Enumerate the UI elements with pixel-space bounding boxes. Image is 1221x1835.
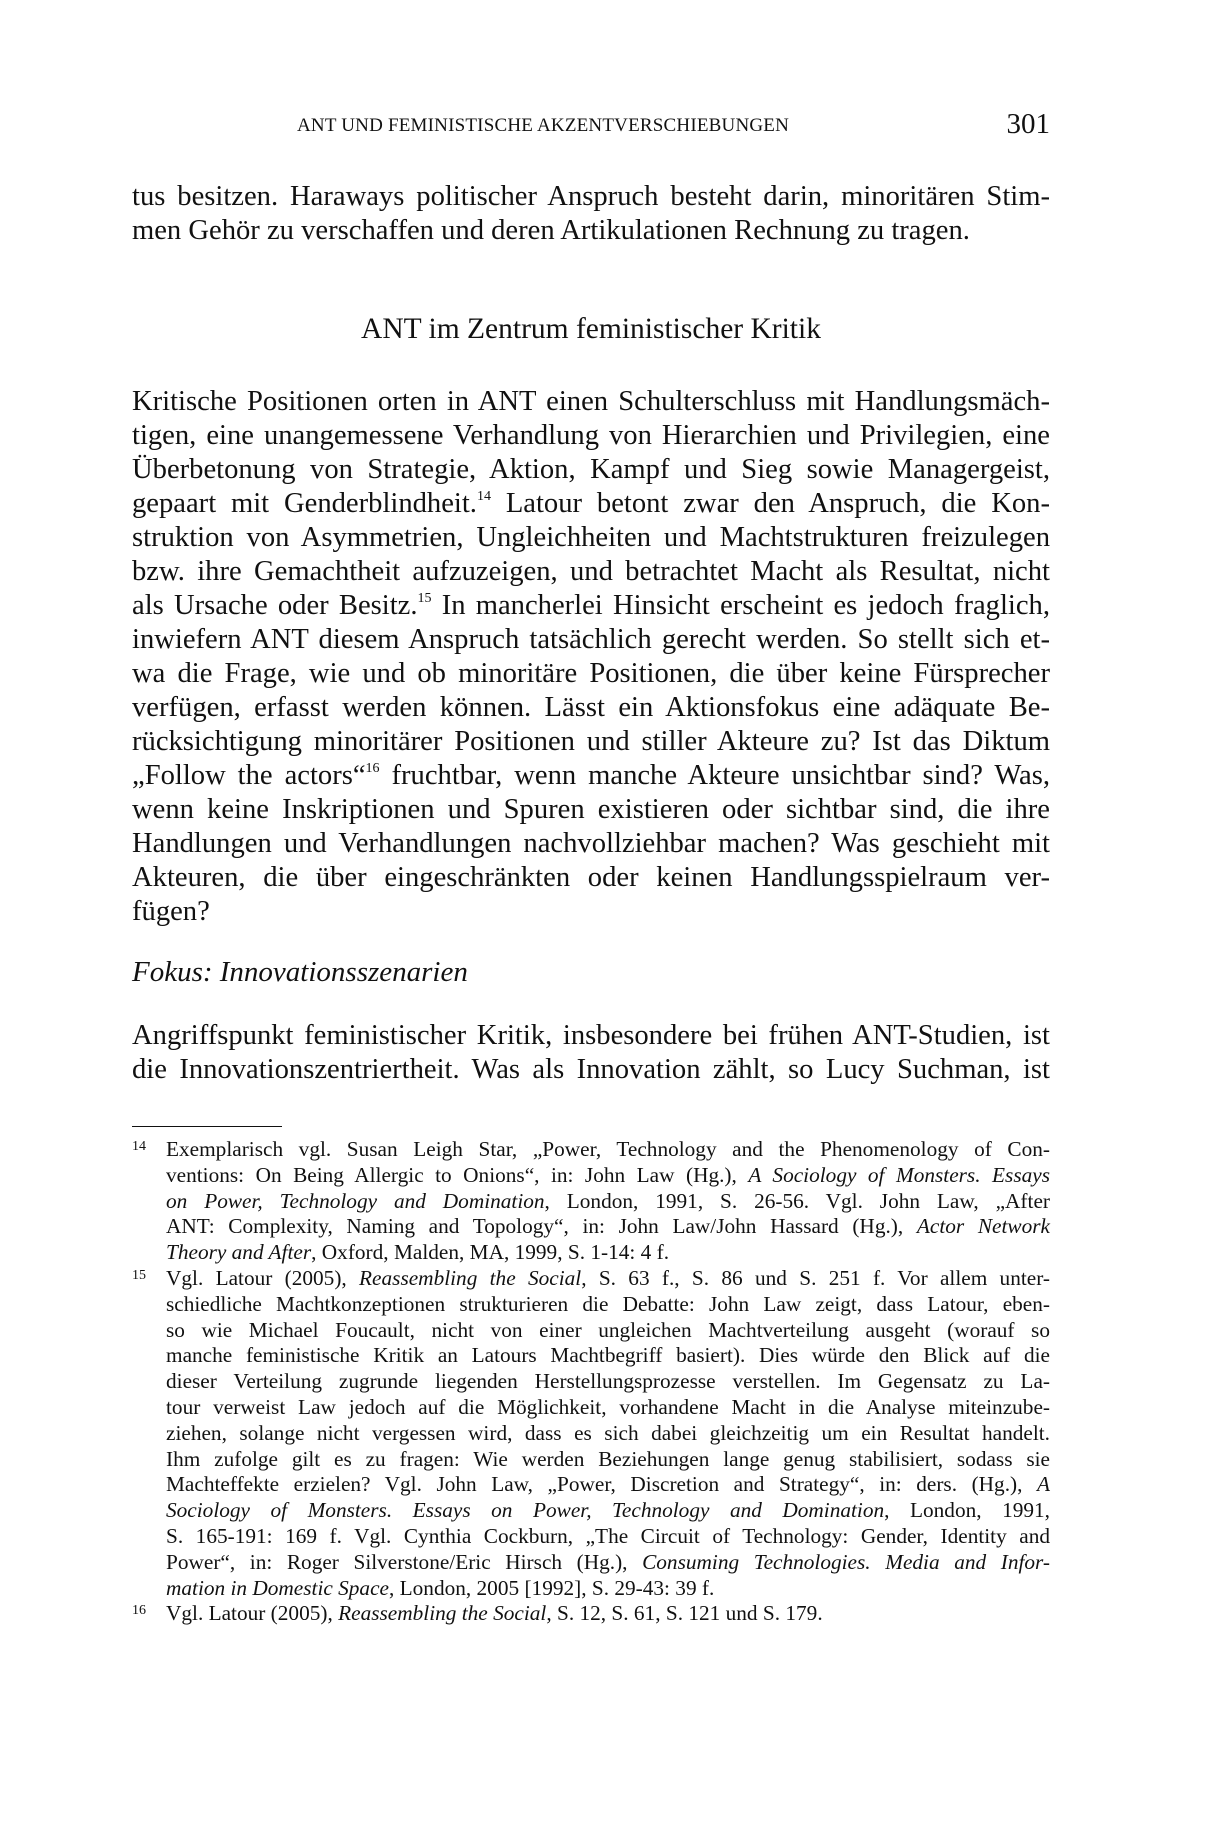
text-fragment: , Oxford, Malden, MA, 1999, S. 1-14: 4 f.: [311, 1240, 670, 1265]
footnote-ref-16[interactable]: 16: [365, 761, 380, 776]
book-title: Reassembling the Social: [359, 1265, 582, 1290]
text-fragment: als Ursache oder Besitz.: [132, 590, 418, 621]
text-fragment: Power“, in: Roger Silverstone/Eric Hirsch (Hg.),: [166, 1549, 643, 1574]
footnote-line: so wie Michael Foucault, nicht von einer ungleichen Machtverteilung ausgeht (worauf so: [166, 1317, 1050, 1342]
footnote-number: 16: [132, 1603, 146, 1619]
footnote-line: [166, 1266, 1050, 1292]
footnote-line: [166, 1189, 1050, 1215]
book-title: Sociology of Monsters. Essays on Power, Technology and Domination: [166, 1498, 885, 1523]
footnote-line: [166, 1163, 1050, 1189]
running-title: ANT UND FEMINISTISCHE AKZENTVERSCHIEBUNGEN: [297, 115, 790, 136]
footnote-line: [166, 1498, 1050, 1524]
text-fragment: Vgl. Latour (2005),: [166, 1601, 339, 1626]
footnote-line: ziehen, solange nicht vergessen wird, dass es sich dabei gleichzeitig um ein Resultat handelt.: [166, 1420, 1050, 1445]
text-fragment: In mancherlei Hinsicht erscheint es jedoch fraglich,: [431, 590, 1050, 621]
footnote-line: [166, 1601, 1050, 1627]
text-line: wenn keine Inskriptionen und Spuren existieren oder sichtbar sind, die ihre: [132, 794, 1050, 825]
text-fragment: , London, 1991,: [884, 1498, 1050, 1523]
text-fragment: Latour betont zwar den Anspruch, die Kon-: [490, 488, 1050, 519]
text-line: inwiefern ANT diesem Anspruch tatsächlich gerecht werden. So stellt sich et-: [132, 624, 1050, 655]
subsection-title: Fokus: Innovationsszenarien: [132, 956, 468, 988]
footnote-number: 14: [132, 1139, 146, 1154]
text-line: [132, 487, 1050, 521]
book-title: mation in Domestic Space: [166, 1575, 389, 1600]
book-title: Reassembling the Social: [338, 1601, 547, 1626]
footnote-divider: [132, 1126, 282, 1127]
footnote-number: 15: [132, 1267, 146, 1283]
intro-paragraph: [132, 180, 1050, 248]
page-number: 301: [1006, 108, 1050, 140]
text-fragment: , S. 63 f., S. 86 und S. 251 f. Vor allem unter-: [581, 1265, 1050, 1290]
section-title: ANT im Zentrum feministischer Kritik: [361, 313, 821, 345]
text-fragment: ventions: On Being Allergic to Onions“, in: John Law (Hg.),: [166, 1162, 749, 1187]
footnote-line: Exemplarisch vgl. Susan Leigh Star, „Power, Technology and the Phenomenology of Con-: [166, 1137, 1050, 1161]
text-line: verfügen, erfasst werden können. Lässt ein Aktionsfokus eine adäquate Be-: [132, 692, 1050, 723]
text-fragment: gepaart mit Genderblindheit.: [132, 488, 477, 519]
book-title: Theory and After: [166, 1240, 312, 1265]
critique-paragraph: [132, 385, 1050, 929]
footnote-line: [166, 1214, 1050, 1240]
running-header: [132, 108, 1050, 148]
text-fragment: Machteffekte erzielen? Vgl. John Law, „Power, Discretion and Strategy“, in: ders. (Hg.),: [166, 1472, 1037, 1497]
book-title: on Power, Technology and Domination: [166, 1188, 545, 1213]
text-line: men Gehör zu verschaffen und deren Artikulationen Rechnung zu tragen.: [132, 215, 970, 246]
footnote-line: [166, 1240, 1050, 1266]
book-title: A: [1036, 1472, 1050, 1497]
book-title: Actor Network: [916, 1214, 1050, 1239]
text-line: Angriffspunkt feministischer Kritik, insbesondere bei frühen ANT-Studien, ist: [132, 1020, 1050, 1051]
innovation-paragraph: [132, 1019, 1050, 1087]
text-line: tigen, eine unangemessene Verhandlung von Hierarchien und Privilegien, eine: [132, 420, 1050, 451]
text-line: Überbetonung von Strategie, Aktion, Kampf und Sieg sowie Managergeist,: [132, 454, 1050, 485]
footnote-line: [166, 1550, 1050, 1576]
text-fragment: , London, 1991, S. 26-56. Vgl. John Law, „After: [544, 1188, 1050, 1213]
footnote-line: schiedliche Machtkonzeptionen strukturieren die Debatte: John Law zeigt, dass Latour, eben-: [166, 1291, 1050, 1316]
text-line: Kritische Positionen orten in ANT einen Schulterschluss mit Handlungsmäch-: [132, 386, 1050, 417]
footnote-line: dieser Verteilung zugrunde liegenden Herstellungsprozesse verstellen. Im Gegensatz zu La-: [166, 1369, 1050, 1394]
text-line: rücksichtigung minoritärer Positionen und stiller Akteure zu? Ist das Diktum: [132, 726, 1050, 757]
book-title: A Sociology of Monsters. Essays: [748, 1162, 1050, 1187]
footnote-line: tour verweist Law jedoch auf die Möglichkeit, vorhandene Macht in die Analyse miteinzube-: [166, 1394, 1050, 1419]
footnotes: [132, 1137, 1050, 1627]
text-fragment: , London, 2005 [1992], S. 29-43: 39 f.: [388, 1575, 715, 1600]
footnote-line: S. 165-191: 169 f. Vgl. Cynthia Cockburn, „The Circuit of Technology: Gender, Identity and: [166, 1523, 1050, 1548]
footnote-line: [166, 1472, 1050, 1498]
text-line: [132, 759, 1050, 793]
text-line: tus besitzen. Haraways politischer Anspruch besteht darin, minoritären Stim-: [132, 181, 1050, 212]
text-line: fügen?: [132, 896, 210, 927]
text-line: die Innovationszentriertheit. Was als Innovation zählt, so Lucy Suchman, ist: [132, 1054, 1050, 1085]
text-line: [132, 589, 1050, 623]
footnote-14: [132, 1137, 1050, 1266]
footnote-16: [132, 1601, 1050, 1627]
footnote-15: [132, 1266, 1050, 1601]
text-line: Handlungen und Verhandlungen nachvollziehbar machen? Was geschieht mit: [132, 828, 1050, 859]
text-fragment: , S. 12, S. 61, S. 121 und S. 179.: [546, 1601, 823, 1626]
text-fragment: ANT: Complexity, Naming and Topology“, in: John Law/John Hassard (Hg.),: [166, 1214, 917, 1239]
text-line: bzw. ihre Gemachtheit aufzuzeigen, und betrachtet Macht als Resultat, nicht: [132, 556, 1050, 587]
text-fragment: Vgl. Latour (2005),: [166, 1265, 360, 1290]
footnote-line: Ihm zufolge gilt es zu fragen: Wie werden Beziehungen lange genug stabilisiert, sodass sie: [166, 1446, 1050, 1471]
footnote-ref-14[interactable]: 14: [476, 489, 491, 504]
text-line: wa die Frage, wie und ob minoritäre Positionen, die über keine Fürsprecher: [132, 658, 1050, 689]
text-fragment: fruchtbar, wenn manche Akteure unsichtbar sind? Was,: [379, 760, 1051, 791]
text-line: Akteuren, die über eingeschränkten oder keinen Handlungsspielraum ver-: [132, 862, 1050, 893]
footnote-line: [166, 1576, 1050, 1602]
text-fragment: „Follow the actors“: [132, 760, 366, 791]
footnote-ref-15[interactable]: 15: [417, 591, 432, 606]
text-line: struktion von Asymmetrien, Ungleichheiten und Machtstrukturen freizulegen: [132, 522, 1050, 553]
book-title: Consuming Technologies. Media and Infor-: [642, 1549, 1050, 1574]
footnote-line: manche feministische Kritik an Latours Machtbegriff basiert). Dies würde den Blick auf die: [166, 1343, 1050, 1368]
